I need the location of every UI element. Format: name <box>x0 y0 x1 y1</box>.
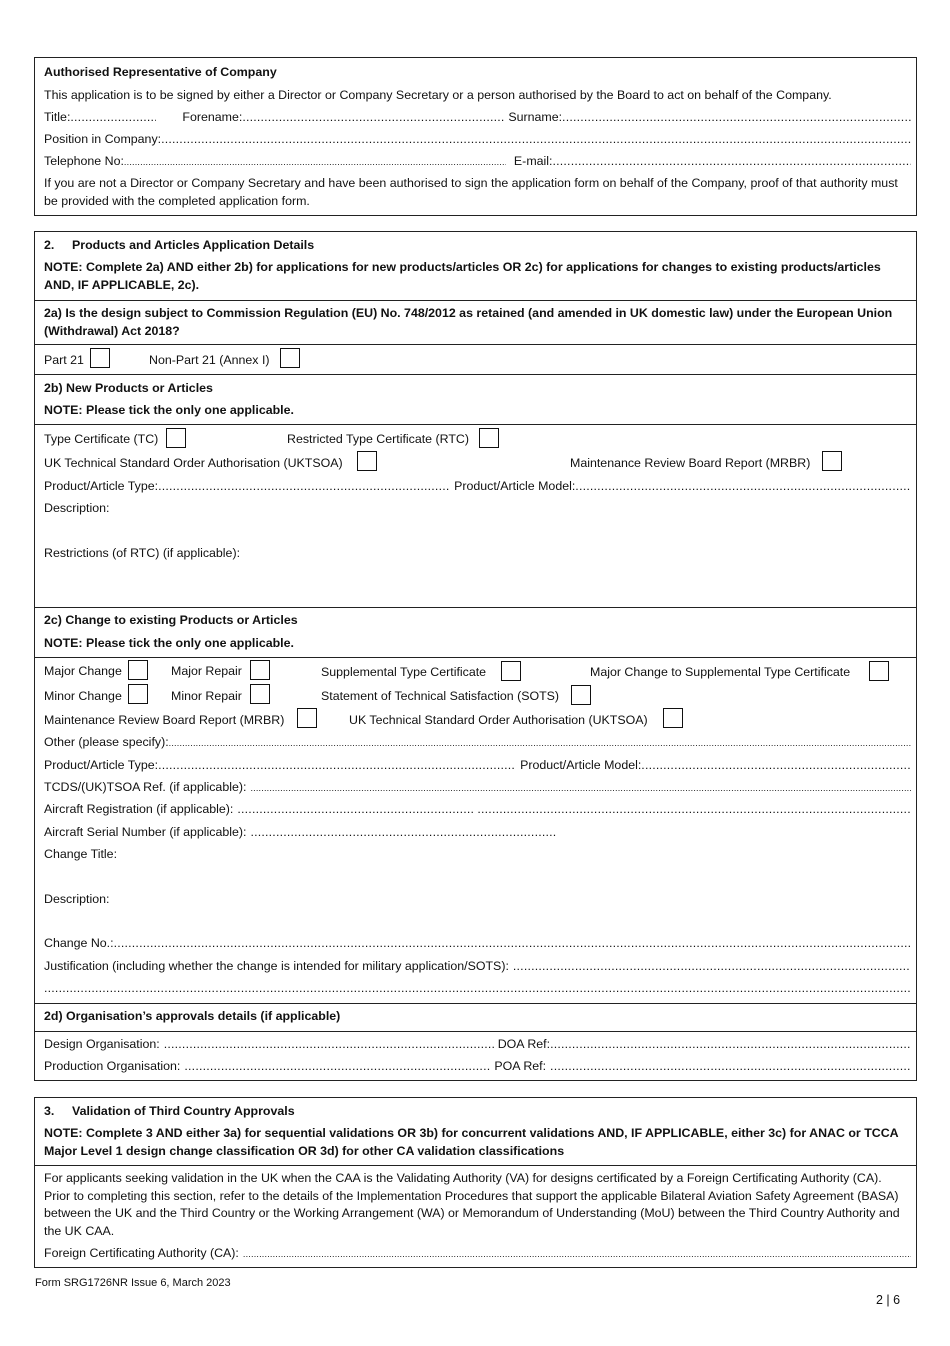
authorised-representative-section <box>34 57 917 216</box>
fca-label: Foreign Certificating Authority (CA): <box>44 1246 239 1260</box>
major-stc-checkbox[interactable] <box>869 661 889 681</box>
divider <box>35 424 916 425</box>
major-change-checkbox[interactable] <box>128 660 148 680</box>
change-no-field[interactable] <box>114 936 911 951</box>
justification-row <box>44 959 911 975</box>
non-part21-checkbox[interactable] <box>280 348 300 368</box>
divider <box>35 1165 916 1166</box>
surname-field[interactable] <box>562 110 911 125</box>
approvals-heading: 2d) Organisation’s approvals details (if applicable) <box>44 1009 341 1023</box>
products-articles-section <box>34 231 917 1081</box>
fca-row <box>44 1246 911 1262</box>
telephone-field[interactable] <box>124 155 506 170</box>
tcds-row <box>44 780 911 796</box>
change-uktsoa-label: UK Technical Standard Order Authorisation (UKTSOA) <box>349 713 648 727</box>
uktsoa-checkbox[interactable] <box>357 451 377 471</box>
change-products-heading: 2c) Change to existing Products or Articles <box>44 613 298 627</box>
section-note: NOTE: Complete 2a) AND either 2b) for applications for new products/articles OR 2c) for applications for changes to existing products/articles AND, IF APPLICABLE, 2c). <box>44 260 881 292</box>
product-model-label: Product/Article Model: <box>454 479 576 493</box>
doa-ref-label: DOA Ref: <box>497 1037 551 1051</box>
change-uktsoa-checkbox[interactable] <box>663 708 683 728</box>
other-label: Other (please specify): <box>44 735 169 749</box>
section-number: 2. <box>44 238 55 252</box>
doa-ref-field[interactable] <box>550 1037 911 1052</box>
title-field[interactable] <box>70 110 156 125</box>
surname-label: Surname: <box>508 110 563 124</box>
product-type-model-row <box>44 479 911 495</box>
sots-checkbox[interactable] <box>571 685 591 705</box>
change-model-field[interactable] <box>641 758 911 773</box>
mrbr-label: Maintenance Review Board Report (MRBR) <box>570 456 811 470</box>
serial-label: Aircraft Serial Number (if applicable): <box>44 825 247 839</box>
forename-label: Forename: <box>182 110 243 124</box>
other-field[interactable] <box>169 736 911 751</box>
description-label: Description: <box>44 501 110 515</box>
tc-label: Type Certificate (TC) <box>44 432 159 446</box>
other-row <box>44 735 911 751</box>
contact-row <box>44 154 911 170</box>
authority-note: If you are not a Director or Company Secretary and have been authorised to sign the application form on behalf of the Company, proof of that authority must be provided with the completed application form. <box>44 176 898 208</box>
registration-field-2[interactable] <box>477 802 911 817</box>
tc-checkbox[interactable] <box>166 428 186 448</box>
product-model-field[interactable] <box>575 479 911 494</box>
major-change-label: Major Change <box>44 664 122 678</box>
section-number: 3. <box>44 1104 55 1118</box>
section-heading: Validation of Third Country Approvals <box>72 1104 295 1118</box>
minor-repair-label: Minor Repair <box>171 689 242 703</box>
change-model-label: Product/Article Model: <box>520 758 642 772</box>
justification-field-2[interactable] <box>44 981 911 996</box>
minor-change-checkbox[interactable] <box>128 684 148 704</box>
tcds-label: TCDS/(UK)TSOA Ref. (if applicable): <box>44 780 247 794</box>
serial-field[interactable] <box>250 825 556 840</box>
serial-row <box>44 825 556 841</box>
fca-field[interactable] <box>243 1247 911 1262</box>
stc-checkbox[interactable] <box>501 661 521 681</box>
poa-ref-label: POA Ref: <box>494 1059 547 1073</box>
form-reference: Form SRG1726NR Issue 6, March 2023 <box>35 1277 231 1289</box>
product-type-label: Product/Article Type: <box>44 479 159 493</box>
validation-intro: For applicants seeking validation in the UK when the CAA is the Validating Authority (VA) for designs certificated by a Foreign Certificating Authority (CA). Prior to completing this section, refer to the details of the Implementation Procedures that support the applicable Bilateral Aviation Safety Agreement (BASA) between the UK and the Third Country or the Working Arrangement (WA) or Memorandum of Understanding (MoU) between the Third Country Authority and the UK CAA. <box>44 1171 900 1238</box>
divider <box>35 374 916 375</box>
change-mrbr-label: Maintenance Review Board Report (MRBR) <box>44 713 285 727</box>
section-heading: Authorised Representative of Company <box>44 65 277 79</box>
section-heading: Products and Articles Application Details <box>72 238 315 252</box>
new-products-note: NOTE: Please tick the only one applicable. <box>44 403 294 417</box>
validation-section <box>34 1097 917 1268</box>
divider <box>35 344 916 345</box>
position-field[interactable] <box>161 132 911 147</box>
change-no-row <box>44 936 911 952</box>
change-type-label: Product/Article Type: <box>44 758 159 772</box>
justification-field[interactable] <box>513 959 911 974</box>
part21-label: Part 21 <box>44 353 84 367</box>
production-org-field[interactable] <box>184 1059 490 1074</box>
change-title-label: Change Title: <box>44 847 118 861</box>
title-label: Title: <box>44 110 71 124</box>
justification-label: Justification (including whether the change is intended for military application/SOTS): <box>44 959 509 973</box>
major-stc-label: Major Change to Supplemental Type Certificate <box>590 665 851 679</box>
new-products-heading: 2b) New Products or Articles <box>44 381 213 395</box>
change-products-note: NOTE: Please tick the only one applicable. <box>44 636 294 650</box>
change-no-label: Change No.: <box>44 936 114 950</box>
change-description-label: Description: <box>44 892 110 906</box>
major-repair-checkbox[interactable] <box>250 660 270 680</box>
minor-change-label: Minor Change <box>44 689 122 703</box>
mrbr-checkbox[interactable] <box>822 451 842 471</box>
design-org-field[interactable] <box>164 1037 494 1052</box>
part21-checkbox[interactable] <box>90 348 110 368</box>
forename-field[interactable] <box>242 110 504 125</box>
registration-label: Aircraft Registration (if applicable): <box>44 802 234 816</box>
change-type-field[interactable] <box>158 758 516 773</box>
divider <box>35 300 916 301</box>
intro-text: This application is to be signed by either a Director or Company Secretary or a person authorised by the Board to act on behalf of the Company. <box>44 88 832 102</box>
non-part21-label: Non-Part 21 (Annex I) <box>149 353 270 367</box>
registration-row <box>44 802 911 818</box>
registration-field[interactable] <box>237 802 473 817</box>
production-org-row <box>44 1059 911 1075</box>
section-note: NOTE: Complete 3 AND either 3a) for sequential validations OR 3b) for concurrent validations AND, IF APPLICABLE, either 3c) for ANAC or TCCA Major Level 1 design change classification OR 3d) for other CA validation classifications <box>44 1126 899 1158</box>
major-repair-label: Major Repair <box>171 664 242 678</box>
email-field[interactable] <box>552 154 911 169</box>
restrictions-label: Restrictions (of RTC) (if applicable): <box>44 546 241 560</box>
divider <box>35 1003 916 1004</box>
tcds-field[interactable] <box>250 781 911 796</box>
change-mrbr-checkbox[interactable] <box>297 708 317 728</box>
page-number: 2 | 6 <box>876 1293 901 1307</box>
design-org-row <box>44 1037 911 1053</box>
divider <box>35 657 916 658</box>
uktsoa-label: UK Technical Standard Order Authorisation (UKTSOA) <box>44 456 343 470</box>
title-name-row <box>44 110 911 126</box>
sots-label: Statement of Technical Satisfaction (SOTS) <box>321 689 560 703</box>
design-org-label: Design Organisation: <box>44 1037 160 1051</box>
position-row <box>44 132 911 148</box>
product-type-field[interactable] <box>158 479 450 494</box>
minor-repair-checkbox[interactable] <box>250 684 270 704</box>
justification-row-2 <box>44 981 911 997</box>
stc-label: Supplemental Type Certificate <box>321 665 487 679</box>
email-label: E-mail: <box>513 154 553 168</box>
production-org-label: Production Organisation: <box>44 1059 181 1073</box>
telephone-label: Telephone No: <box>44 154 124 168</box>
rtc-label: Restricted Type Certificate (RTC) <box>287 432 470 446</box>
divider <box>35 1031 916 1032</box>
rtc-checkbox[interactable] <box>479 428 499 448</box>
part21-question: 2a) Is the design subject to Commission Regulation (EU) No. 748/2012 as retained (and amended in UK domestic law) under the European Union (Withdrawal) Act 2018? <box>44 306 893 338</box>
change-type-model-row <box>44 758 911 774</box>
position-label: Position in Company: <box>44 132 162 146</box>
poa-ref-field[interactable] <box>550 1059 911 1074</box>
divider <box>35 607 916 608</box>
